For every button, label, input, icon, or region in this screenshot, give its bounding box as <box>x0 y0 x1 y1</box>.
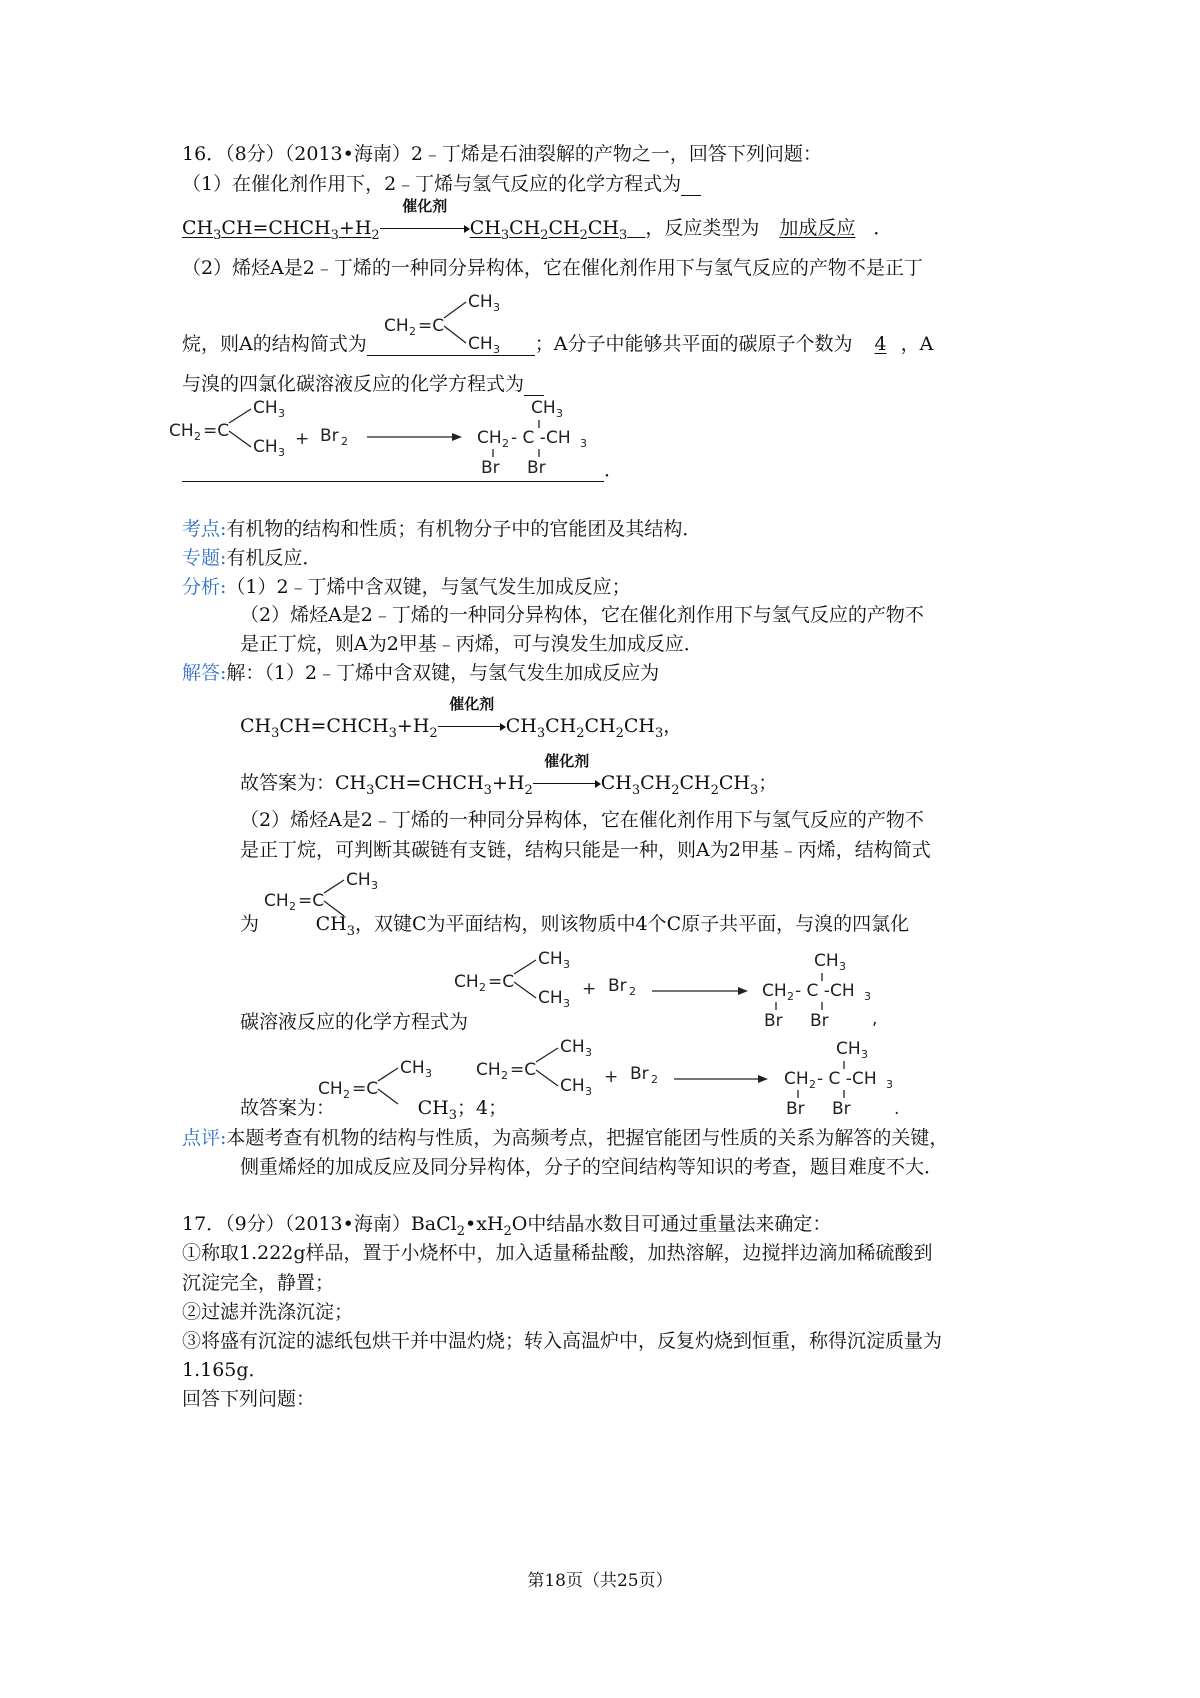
svg-text:3: 3 <box>585 1085 592 1098</box>
q17-step1: ①称取1.222g样品，置于小烧杯中，加入适量稀盐酸，加热溶解，边搅拌边滴加稀硫酸到 <box>182 1242 933 1264</box>
svg-text:CH: CH <box>477 428 502 448</box>
svg-text:CH: CH <box>468 292 493 312</box>
svg-text:CH: CH <box>784 1069 809 1089</box>
svg-text:CH: CH <box>560 1076 585 1096</box>
zhuanti-line: 专题:有机反应． <box>182 547 322 569</box>
equation-answer: $CH_3CH=CHCH_3+H_2$ 催化剂 $CH_3CH_2CH_2CH_3$ <box>182 197 628 243</box>
svg-text:=C: =C <box>203 421 230 441</box>
jieda-line: 解答:解：（1）2﹣丁烯中含双键，与氢气发生加成反应为 <box>182 662 660 684</box>
svg-text:=C: =C <box>488 972 515 992</box>
svg-text:2: 2 <box>409 325 416 338</box>
svg-text:3: 3 <box>493 343 500 356</box>
svg-text:3: 3 <box>580 437 587 450</box>
svg-text:3: 3 <box>864 990 871 1003</box>
q17-step3-cont: 1.165g． <box>182 1359 268 1381</box>
jieda-line-2b: 是正丁烷，可判断其碳链有支链，结构只能是一种，则A为2甲基﹣丙烯，结构简式 <box>240 839 931 861</box>
svg-text:CH: CH <box>264 891 289 911</box>
svg-text:Br: Br <box>832 1099 851 1119</box>
svg-text:3: 3 <box>278 407 285 420</box>
fenxi-line-3: 是正丁烷，则A为2甲基﹣丙烯，可与溴发生加成反应． <box>240 633 703 655</box>
svg-text:+: + <box>604 1067 619 1087</box>
q17-step4: 回答下列问题： <box>182 1388 316 1410</box>
svg-text:Br: Br <box>810 1011 829 1031</box>
svg-text:3: 3 <box>839 960 846 973</box>
svg-text:2: 2 <box>343 1088 350 1101</box>
kaodian-label: 考点: <box>182 518 227 540</box>
svg-text:Br: Br <box>320 426 339 446</box>
svg-text:CH: CH <box>560 1037 585 1057</box>
svg-text:2: 2 <box>629 985 636 998</box>
svg-text:3: 3 <box>585 1046 592 1059</box>
reaction-type-answer: 加成反应 <box>779 217 856 239</box>
q16-part2-line2: 烷，则A的结构简式为 ；A分子中能够共平面的碳原子个数为 4 ，A <box>182 333 934 355</box>
q17-title: 17．（9分）（2013•海南）$BaCl_2•xH_2O$中结晶水数目可通过重量法来确定： <box>182 1213 832 1239</box>
q16-part1: （1）在催化剂作用下，2﹣丁烯与氢气反应的化学方程式为 <box>182 172 701 196</box>
svg-text:=C: =C <box>510 1060 537 1080</box>
svg-text:CH: CH <box>468 334 493 354</box>
svg-text:,: , <box>872 1009 878 1029</box>
svg-text:2: 2 <box>809 1078 816 1091</box>
jieda-line-2a: （2）烯烃A是2﹣丁烯的一种同分异构体，它在催化剂作用下与氢气反应的产物不 <box>240 809 924 831</box>
svg-text:CH: CH <box>169 421 194 441</box>
svg-text:2: 2 <box>289 900 296 913</box>
fenxi-line: 分析:（1）2﹣丁烯中含双键，与氢气发生加成反应； <box>182 576 631 598</box>
catalyst-arrow: 催化剂 <box>380 214 470 240</box>
page-footer: 第18页（共25页） <box>527 1571 673 1591</box>
svg-text:=C: =C <box>352 1079 379 1099</box>
svg-text:2: 2 <box>194 430 201 443</box>
svg-text:3: 3 <box>556 407 563 420</box>
svg-text:Br: Br <box>608 976 627 996</box>
svg-text:2: 2 <box>787 990 794 1003</box>
svg-text:Br: Br <box>481 458 500 478</box>
svg-text:3: 3 <box>563 958 570 971</box>
jieda-answer-2: 故答案为： $CH_3$；4； <box>240 1097 508 1123</box>
q17-step3: ③将盛有沉淀的滤纸包烘干并中温灼烧；转入高温炉中，反复灼烧到恒重，称得沉淀质量为 <box>182 1330 943 1352</box>
zhuanti-label: 专题: <box>182 547 227 569</box>
q17-step1-cont: 沉淀完全，静置； <box>182 1272 335 1294</box>
svg-text:CH: CH <box>253 398 278 418</box>
svg-text:CH: CH <box>476 1060 501 1080</box>
svg-text:+: + <box>582 979 597 999</box>
fenxi-line-2: （2）烯烃A是2﹣丁烯的一种同分异构体，它在催化剂作用下与氢气反应的产物不 <box>240 604 924 626</box>
svg-text:CH: CH <box>384 316 409 336</box>
svg-text:3: 3 <box>371 879 378 892</box>
svg-text:2: 2 <box>341 435 348 448</box>
svg-text:3: 3 <box>278 446 285 459</box>
svg-text:2: 2 <box>479 981 486 994</box>
jieda-line-2c: 为 $CH_3$，双键C为平面结构，则该物质中4个C原子共平面，与溴的四氯化 <box>240 913 910 939</box>
carbon-count: 4 <box>874 333 887 355</box>
svg-text:CH: CH <box>253 437 278 457</box>
q16-equation-line: $CH_3CH=CHCH_3+H_2$ 催化剂 $CH_3CH_2CH_2CH_3$ ，反应类型为 加成反应 ． <box>182 197 893 243</box>
dianping-label: 点评: <box>182 1127 227 1149</box>
dianping-line: 点评:本题考查有机物的结构与性质，为高频考点，把握官能团与性质的关系为解答的关键， <box>182 1127 949 1149</box>
svg-text:CH: CH <box>538 988 563 1008</box>
svg-text:- C -CH: - C -CH <box>511 428 571 448</box>
svg-text:CH: CH <box>400 1058 425 1078</box>
q16-part2-line1: （2）烯烃A是2﹣丁烯的一种同分异构体，它在催化剂作用下与氢气反应的产物不是正丁 <box>182 257 923 279</box>
bromine-addition-equation-3 <box>474 1034 914 1124</box>
fenxi-label: 分析: <box>182 576 227 598</box>
svg-text:CH: CH <box>762 981 787 1001</box>
svg-text:3: 3 <box>493 301 500 314</box>
svg-text:=C: =C <box>298 891 325 911</box>
svg-text:2: 2 <box>651 1073 658 1086</box>
svg-text:CH: CH <box>318 1079 343 1099</box>
jieda-answer-1: 故答案为：$CH_3CH=CHCH_3+H_2$ 催化剂 $CH_3CH_2CH_2CH_3$； <box>240 752 778 798</box>
svg-text:CH: CH <box>836 1039 861 1059</box>
svg-text:- C -CH: - C -CH <box>795 981 855 1001</box>
svg-text:Br: Br <box>786 1099 805 1119</box>
svg-text:+: + <box>295 429 310 449</box>
svg-text:2: 2 <box>502 437 509 450</box>
svg-text:Br: Br <box>764 1011 783 1031</box>
svg-text:3: 3 <box>886 1078 893 1091</box>
svg-text:CH: CH <box>814 951 839 971</box>
svg-text:Br: Br <box>630 1064 649 1084</box>
kaodian-line: 考点:有机物的结构和性质；有机物分子中的官能团及其结构． <box>182 518 702 540</box>
q17-step2: ②过滤并洗涤沉淀； <box>182 1301 354 1323</box>
svg-text:- C -CH: - C -CH <box>817 1069 877 1089</box>
svg-text:Br: Br <box>527 458 546 478</box>
structure-2-methylpropene <box>382 288 522 358</box>
svg-text:2: 2 <box>501 1069 508 1082</box>
q16-part2-line3: 与溴的四氯化碳溶液反应的化学方程式为 <box>182 372 544 396</box>
svg-text:CH: CH <box>346 870 371 890</box>
jieda-label: 解答: <box>182 662 227 684</box>
svg-text:3: 3 <box>563 997 570 1010</box>
svg-text:=C: =C <box>418 316 445 336</box>
bromine-equation-underline: ． <box>182 458 623 482</box>
svg-text:CH: CH <box>454 972 479 992</box>
q16-title: 16．（8分）（2013•海南）2﹣丁烯是石油裂解的产物之一，回答下列问题： <box>182 143 822 165</box>
jieda-equation-1: $CH_3CH=CHCH_3+H_2$ 催化剂 $CH_3CH_2CH_2CH_3$， <box>240 695 683 741</box>
svg-text:3: 3 <box>425 1067 432 1080</box>
svg-text:.: . <box>894 1099 900 1119</box>
dianping-line-2: 侧重烯烃的加成反应及同分异构体，分子的空间结构等知识的考查，题目难度不大． <box>240 1156 944 1178</box>
jieda-line-2d: 碳溶液反应的化学方程式为 <box>240 1011 469 1033</box>
svg-text:CH: CH <box>538 949 563 969</box>
svg-text:CH: CH <box>531 398 556 418</box>
bromine-addition-equation-2 <box>452 946 902 1036</box>
svg-text:3: 3 <box>861 1048 868 1061</box>
